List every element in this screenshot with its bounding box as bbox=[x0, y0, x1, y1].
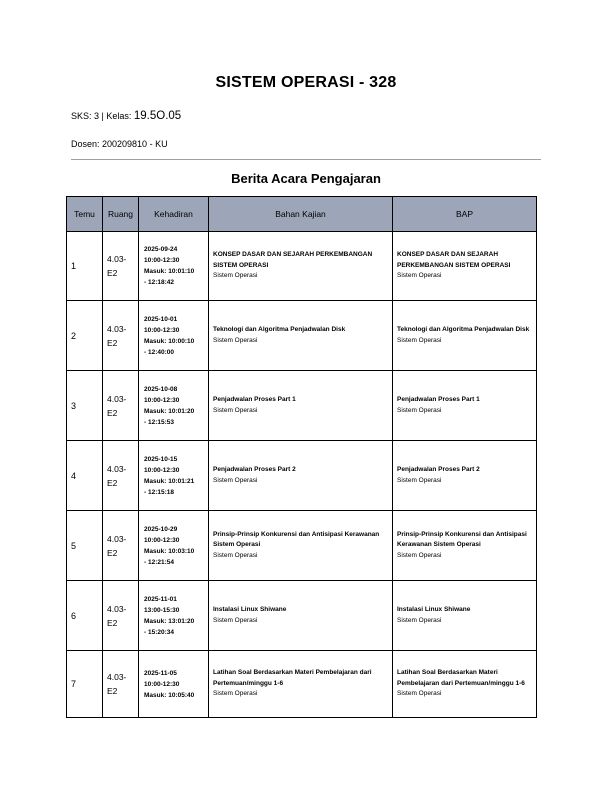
column-header-temu: Temu bbox=[67, 197, 103, 232]
bap-course: Sistem Operasi bbox=[397, 551, 442, 559]
bahan-kajian-course: Sistem Operasi bbox=[213, 551, 258, 559]
kehadiran-line: 10:00-12:30 bbox=[144, 536, 180, 544]
cell-bahan-kajian bbox=[209, 232, 393, 301]
bap-topic: Teknologi dan Algoritma Penjadwalan Disk bbox=[397, 326, 530, 333]
dosen-line: Dosen: 200209810 - KU bbox=[71, 139, 168, 149]
cell-temu: 4 bbox=[67, 441, 103, 511]
bap-topic: Latihan Soal Berdasarkan Materi Pembelajaran dari Pertemuan/minggu 1-6 bbox=[397, 669, 525, 687]
cell-kehadiran bbox=[139, 232, 209, 301]
kehadiran-line: Masuk: 13:01:20 bbox=[144, 617, 195, 625]
bap-topic: Prinsip-Prinsip Konkurensi dan Antisipasi Kerawanan Sistem Operasi bbox=[397, 530, 527, 549]
cell-bap bbox=[393, 511, 537, 581]
bap-course: Sistem Operasi bbox=[397, 272, 442, 280]
kehadiran-line: 2025-10-08 bbox=[144, 385, 178, 393]
kehadiran-line: - 12:40:00 bbox=[144, 348, 174, 356]
cell-bahan-kajian bbox=[209, 511, 393, 581]
bahan-kajian-course: Sistem Operasi bbox=[213, 690, 258, 698]
bap-table bbox=[66, 196, 537, 718]
kehadiran-line: - 12:15:53 bbox=[144, 418, 174, 426]
cell-bap bbox=[393, 371, 537, 441]
kehadiran-line: 2025-11-05 bbox=[144, 669, 177, 677]
cell-kehadiran bbox=[139, 511, 209, 581]
kehadiran-line: 2025-09-24 bbox=[144, 246, 178, 253]
bahan-kajian-course: Sistem Operasi bbox=[213, 406, 258, 414]
cell-kehadiran bbox=[139, 581, 209, 651]
bap-course: Sistem Operasi bbox=[397, 690, 442, 698]
kehadiran-line: Masuk: 10:01:20 bbox=[144, 407, 195, 415]
cell-bap bbox=[393, 232, 537, 301]
header-divider bbox=[71, 159, 541, 160]
kehadiran-line: - 12:15:18 bbox=[144, 488, 174, 496]
kehadiran-line: 2025-10-15 bbox=[144, 455, 178, 463]
kehadiran-line: 10:00-12:30 bbox=[144, 466, 180, 474]
kehadiran-line: 10:00-12:30 bbox=[144, 396, 180, 404]
cell-kehadiran bbox=[139, 301, 209, 371]
cell-ruang: 4.03-E2 bbox=[103, 232, 139, 301]
kehadiran-line: - 15:20:34 bbox=[144, 628, 174, 636]
table-row bbox=[67, 651, 537, 718]
cell-bap bbox=[393, 581, 537, 651]
column-header-bap: BAP bbox=[393, 197, 537, 232]
bap-topic: Penjadwalan Proses Part 2 bbox=[397, 466, 480, 473]
table-header-row bbox=[67, 197, 537, 232]
bahan-kajian-topic: KONSEP DASAR DAN SEJARAH PERKEMBANGAN SISTEM OPERASI bbox=[213, 251, 373, 269]
kehadiran-line: Masuk: 10:01:10 bbox=[144, 268, 195, 275]
bap-topic: Instalasi Linux Shiwane bbox=[397, 606, 471, 613]
kehadiran-line: 10:00-12:30 bbox=[144, 257, 180, 264]
cell-ruang: 4.03-E2 bbox=[103, 371, 139, 441]
cell-kehadiran bbox=[139, 651, 209, 718]
bap-course: Sistem Operasi bbox=[397, 406, 442, 414]
bahan-kajian-course: Sistem Operasi bbox=[213, 476, 258, 484]
cell-bap bbox=[393, 441, 537, 511]
bap-course: Sistem Operasi bbox=[397, 336, 442, 344]
bahan-kajian-course: Sistem Operasi bbox=[213, 616, 258, 624]
kehadiran-line: Masuk: 10:05:40 bbox=[144, 691, 195, 699]
cell-temu: 5 bbox=[67, 511, 103, 581]
sks-kelas-label: SKS: 3 | Kelas: bbox=[71, 111, 134, 121]
bahan-kajian-course: Sistem Operasi bbox=[213, 336, 258, 344]
cell-temu: 2 bbox=[67, 301, 103, 371]
column-header-ruang: Ruang bbox=[103, 197, 139, 232]
table-row bbox=[67, 371, 537, 441]
cell-ruang: 4.03-E2 bbox=[103, 301, 139, 371]
cell-bahan-kajian bbox=[209, 301, 393, 371]
cell-ruang: 4.03-E2 bbox=[103, 581, 139, 651]
kehadiran-line: 2025-10-01 bbox=[144, 315, 178, 323]
kehadiran-line: - 12:21:54 bbox=[144, 558, 174, 566]
sks-kelas-line bbox=[71, 110, 181, 122]
table-row bbox=[67, 511, 537, 581]
kehadiran-line: Masuk: 10:01:21 bbox=[144, 477, 195, 485]
page-title: SISTEM OPERASI - 328 bbox=[215, 74, 397, 91]
cell-ruang: 4.03-E2 bbox=[103, 651, 139, 718]
bahan-kajian-topic: Penjadwalan Proses Part 1 bbox=[213, 396, 296, 403]
cell-kehadiran bbox=[139, 441, 209, 511]
bahan-kajian-topic: Penjadwalan Proses Part 2 bbox=[213, 466, 296, 473]
kehadiran-line: Masuk: 10:00:10 bbox=[144, 337, 195, 345]
bap-topic: KONSEP DASAR DAN SEJARAH PERKEMBANGAN SISTEM OPERASI bbox=[397, 251, 511, 269]
cell-temu: 3 bbox=[67, 371, 103, 441]
section-title: Berita Acara Pengajaran bbox=[231, 171, 381, 186]
table-row bbox=[67, 581, 537, 651]
column-header-kehadiran: Kehadiran bbox=[139, 197, 209, 232]
cell-temu: 1 bbox=[67, 232, 103, 301]
bap-topic: Penjadwalan Proses Part 1 bbox=[397, 396, 480, 403]
bap-course: Sistem Operasi bbox=[397, 616, 442, 624]
cell-bap bbox=[393, 651, 537, 718]
cell-bahan-kajian bbox=[209, 581, 393, 651]
bahan-kajian-topic: Prinsip-Prinsip Konkurensi dan Antisipasi Kerawanan Sistem Operasi bbox=[213, 530, 380, 549]
table-row bbox=[67, 232, 537, 301]
cell-kehadiran bbox=[139, 371, 209, 441]
table-row bbox=[67, 301, 537, 371]
column-header-bahan-kajian: Bahan Kajian bbox=[209, 197, 393, 232]
table-row bbox=[67, 441, 537, 511]
cell-bahan-kajian bbox=[209, 371, 393, 441]
bahan-kajian-topic: Instalasi Linux Shiwane bbox=[213, 606, 287, 613]
cell-bahan-kajian bbox=[209, 441, 393, 511]
bahan-kajian-course: Sistem Operasi bbox=[213, 272, 258, 280]
kehadiran-line: - 12:18:42 bbox=[144, 279, 174, 286]
cell-bap bbox=[393, 301, 537, 371]
cell-ruang: 4.03-E2 bbox=[103, 511, 139, 581]
cell-temu: 7 bbox=[67, 651, 103, 718]
bahan-kajian-topic: Teknologi dan Algoritma Penjadwalan Disk bbox=[213, 326, 346, 333]
kehadiran-line: 13:00-15:30 bbox=[144, 606, 180, 614]
cell-ruang: 4.03-E2 bbox=[103, 441, 139, 511]
kehadiran-line: Masuk: 10:03:10 bbox=[144, 547, 195, 555]
bap-course: Sistem Operasi bbox=[397, 476, 442, 484]
kehadiran-line: 10:00-12:30 bbox=[144, 326, 180, 334]
bahan-kajian-topic: Latihan Soal Berdasarkan Materi Pembelajaran dari Pertemuan/minggu 1-6 bbox=[213, 669, 372, 687]
kehadiran-line: 2025-10-29 bbox=[144, 525, 178, 533]
kelas-value: 19.5O.05 bbox=[133, 110, 182, 122]
kehadiran-line: 2025-11-01 bbox=[144, 595, 177, 603]
cell-bahan-kajian bbox=[209, 651, 393, 718]
cell-temu: 6 bbox=[67, 581, 103, 651]
kehadiran-line: 10:00-12:30 bbox=[144, 680, 180, 688]
table-body bbox=[67, 232, 537, 718]
